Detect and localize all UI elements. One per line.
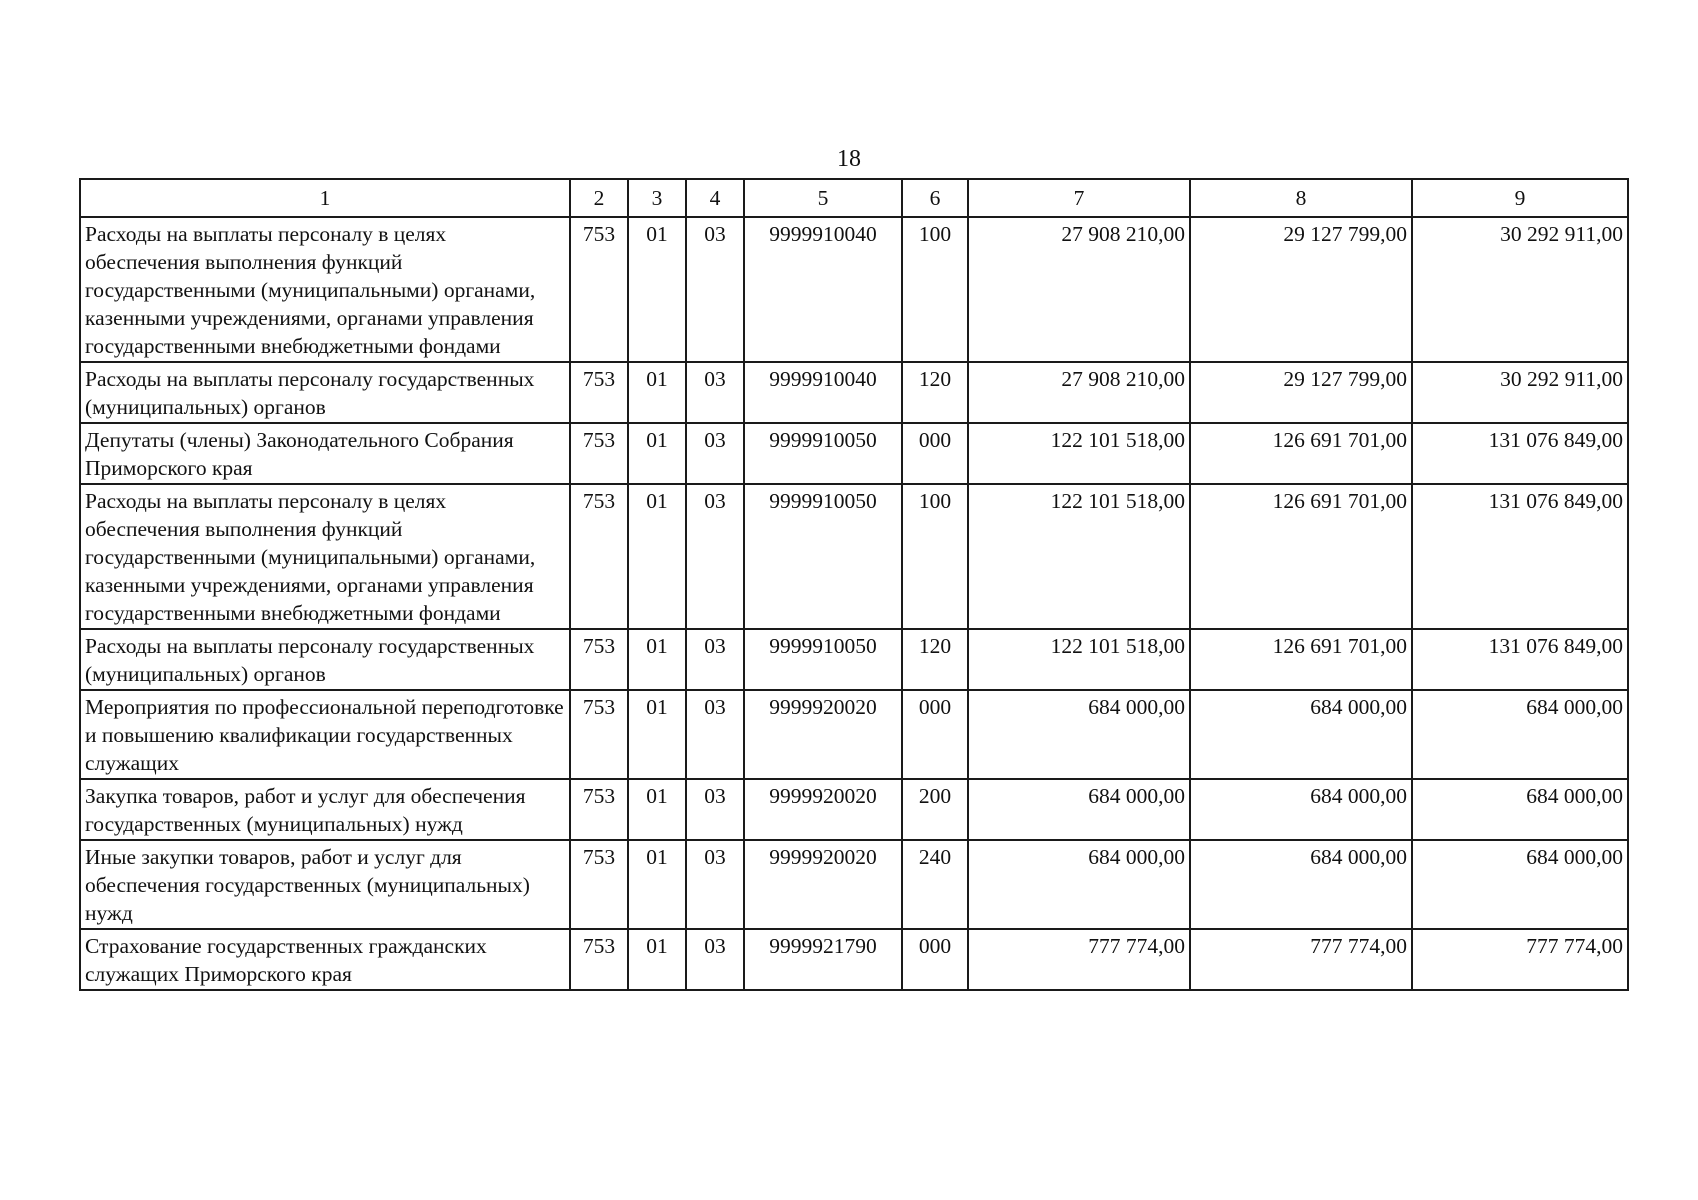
- amount-col8-cell: 684 000,00: [1190, 779, 1412, 840]
- amount-col7-cell: 122 101 518,00: [968, 629, 1190, 690]
- expense-type-cell: 100: [902, 217, 968, 362]
- expense-name-cell: Расходы на выплаты персоналу государственных (муниципальных) органов: [80, 629, 570, 690]
- amount-col7-cell: 122 101 518,00: [968, 484, 1190, 629]
- ministry-code-cell: 753: [570, 217, 628, 362]
- table-row: [80, 840, 1628, 929]
- column-header: 4: [686, 179, 744, 217]
- section-code-cell: 01: [628, 690, 686, 779]
- table-row: [80, 929, 1628, 990]
- expense-name-cell: Закупка товаров, работ и услуг для обеспечения государственных (муниципальных) нужд: [80, 779, 570, 840]
- amount-col7-cell: 27 908 210,00: [968, 362, 1190, 423]
- amount-col7-cell: 122 101 518,00: [968, 423, 1190, 484]
- expense-name-cell: Мероприятия по профессиональной переподготовке и повышению квалификации государственных служащих: [80, 690, 570, 779]
- ministry-code-cell: 753: [570, 362, 628, 423]
- amount-col8-cell: 29 127 799,00: [1190, 362, 1412, 423]
- expense-type-cell: 200: [902, 779, 968, 840]
- section-code-cell: 01: [628, 423, 686, 484]
- amount-col7-cell: 684 000,00: [968, 840, 1190, 929]
- column-header: 8: [1190, 179, 1412, 217]
- table-row: [80, 690, 1628, 779]
- expense-type-cell: 000: [902, 929, 968, 990]
- expense-name-cell: Расходы на выплаты персоналу в целях обеспечения выполнения функций государственными (муниципальными) органами, казенными учреждениями, органами управления государственными внебюджетными фондами: [80, 484, 570, 629]
- amount-col7-cell: 684 000,00: [968, 690, 1190, 779]
- amount-col7-cell: 27 908 210,00: [968, 217, 1190, 362]
- ministry-code-cell: 753: [570, 423, 628, 484]
- subsection-code-cell: 03: [686, 779, 744, 840]
- amount-col8-cell: 684 000,00: [1190, 690, 1412, 779]
- expense-type-cell: 120: [902, 629, 968, 690]
- ministry-code-cell: 753: [570, 484, 628, 629]
- expense-name-cell: Страхование государственных гражданских служащих Приморского края: [80, 929, 570, 990]
- section-code-cell: 01: [628, 362, 686, 423]
- table-row: [80, 779, 1628, 840]
- subsection-code-cell: 03: [686, 690, 744, 779]
- subsection-code-cell: 03: [686, 629, 744, 690]
- subsection-code-cell: 03: [686, 217, 744, 362]
- section-code-cell: 01: [628, 840, 686, 929]
- amount-col8-cell: 684 000,00: [1190, 840, 1412, 929]
- target-article-cell: 9999910050: [744, 423, 902, 484]
- expense-name-cell: Депутаты (члены) Законодательного Собрания Приморского края: [80, 423, 570, 484]
- ministry-code-cell: 753: [570, 779, 628, 840]
- section-code-cell: 01: [628, 217, 686, 362]
- amount-col9-cell: 131 076 849,00: [1412, 484, 1628, 629]
- ministry-code-cell: 753: [570, 840, 628, 929]
- column-header: 1: [80, 179, 570, 217]
- column-header: 2: [570, 179, 628, 217]
- amount-col9-cell: 684 000,00: [1412, 690, 1628, 779]
- target-article-cell: 9999921790: [744, 929, 902, 990]
- amount-col8-cell: 777 774,00: [1190, 929, 1412, 990]
- expense-type-cell: 240: [902, 840, 968, 929]
- table-row: [80, 484, 1628, 629]
- expense-type-cell: 000: [902, 690, 968, 779]
- amount-col8-cell: 126 691 701,00: [1190, 484, 1412, 629]
- budget-table: [79, 178, 1629, 991]
- target-article-cell: 9999910040: [744, 217, 902, 362]
- table-row: [80, 629, 1628, 690]
- section-code-cell: 01: [628, 629, 686, 690]
- target-article-cell: 9999910040: [744, 362, 902, 423]
- amount-col8-cell: 29 127 799,00: [1190, 217, 1412, 362]
- amount-col9-cell: 131 076 849,00: [1412, 629, 1628, 690]
- subsection-code-cell: 03: [686, 423, 744, 484]
- expense-name-cell: Иные закупки товаров, работ и услуг для обеспечения государственных (муниципальных) нужд: [80, 840, 570, 929]
- expense-type-cell: 000: [902, 423, 968, 484]
- subsection-code-cell: 03: [686, 362, 744, 423]
- amount-col9-cell: 684 000,00: [1412, 779, 1628, 840]
- column-header: 7: [968, 179, 1190, 217]
- ministry-code-cell: 753: [570, 629, 628, 690]
- ministry-code-cell: 753: [570, 690, 628, 779]
- subsection-code-cell: 03: [686, 929, 744, 990]
- target-article-cell: 9999920020: [744, 690, 902, 779]
- table-row: [80, 362, 1628, 423]
- subsection-code-cell: 03: [686, 484, 744, 629]
- expense-name-cell: Расходы на выплаты персоналу в целях обеспечения выполнения функций государственными (муниципальными) органами, казенными учреждениями, органами управления государственными внебюджетными фондами: [80, 217, 570, 362]
- ministry-code-cell: 753: [570, 929, 628, 990]
- column-header: 5: [744, 179, 902, 217]
- amount-col9-cell: 30 292 911,00: [1412, 217, 1628, 362]
- target-article-cell: 9999910050: [744, 484, 902, 629]
- column-header: 9: [1412, 179, 1628, 217]
- amount-col8-cell: 126 691 701,00: [1190, 423, 1412, 484]
- section-code-cell: 01: [628, 484, 686, 629]
- expense-type-cell: 100: [902, 484, 968, 629]
- amount-col7-cell: 684 000,00: [968, 779, 1190, 840]
- amount-col9-cell: 30 292 911,00: [1412, 362, 1628, 423]
- target-article-cell: 9999920020: [744, 840, 902, 929]
- amount-col9-cell: 131 076 849,00: [1412, 423, 1628, 484]
- table-body: [80, 217, 1628, 990]
- column-header: 3: [628, 179, 686, 217]
- subsection-code-cell: 03: [686, 840, 744, 929]
- table-row: [80, 217, 1628, 362]
- amount-col7-cell: 777 774,00: [968, 929, 1190, 990]
- page-number: 18: [837, 146, 861, 172]
- section-code-cell: 01: [628, 929, 686, 990]
- header-row: [80, 179, 1628, 217]
- section-code-cell: 01: [628, 779, 686, 840]
- amount-col9-cell: 684 000,00: [1412, 840, 1628, 929]
- target-article-cell: 9999910050: [744, 629, 902, 690]
- column-header: 6: [902, 179, 968, 217]
- amount-col9-cell: 777 774,00: [1412, 929, 1628, 990]
- expense-name-cell: Расходы на выплаты персоналу государственных (муниципальных) органов: [80, 362, 570, 423]
- table-row: [80, 423, 1628, 484]
- amount-col8-cell: 126 691 701,00: [1190, 629, 1412, 690]
- expense-type-cell: 120: [902, 362, 968, 423]
- target-article-cell: 9999920020: [744, 779, 902, 840]
